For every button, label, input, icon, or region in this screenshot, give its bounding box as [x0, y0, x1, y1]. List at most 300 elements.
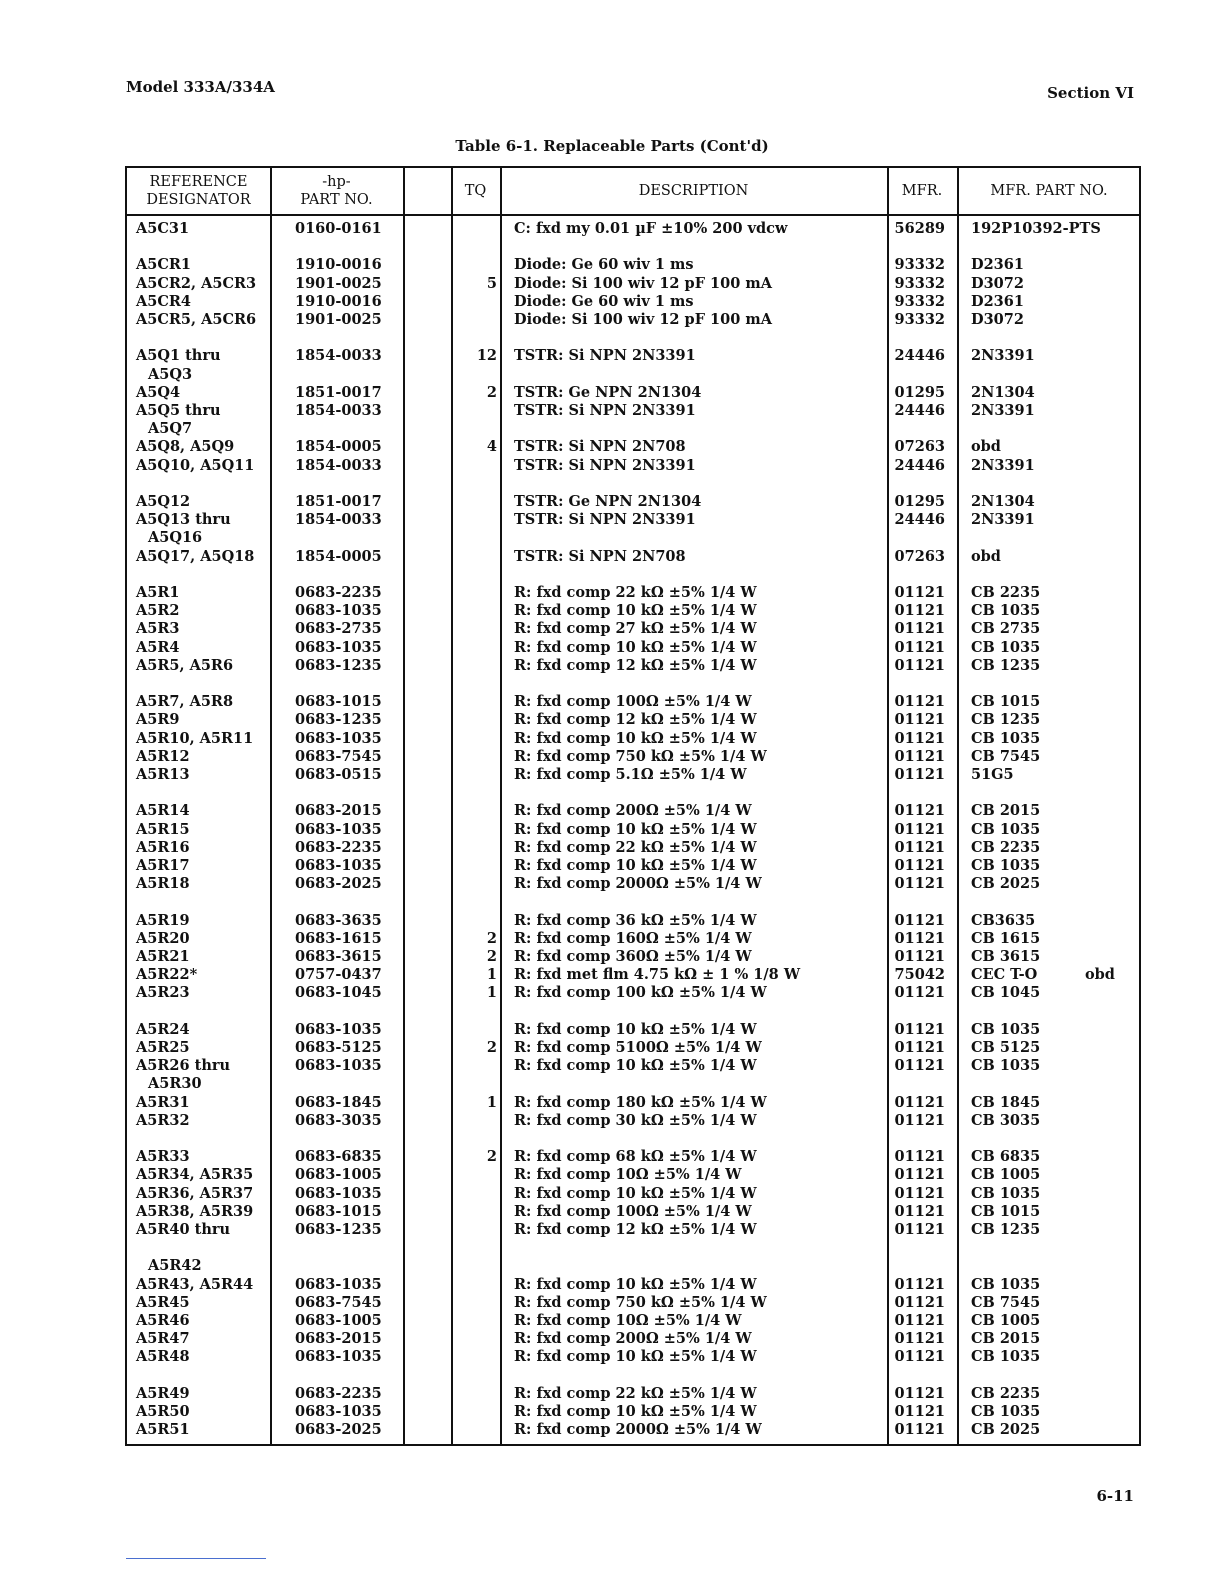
description: Diode: Si 100 wiv 12 pF 100 mA: [514, 311, 772, 328]
table-row: [127, 1312, 1139, 1330]
reference-designator: A5R2: [136, 602, 180, 620]
manufacturer-part-number: CB 1235: [971, 1221, 1041, 1238]
extra-note: obd: [1085, 966, 1115, 984]
reference-designator: A5R10, A5R11: [136, 729, 254, 747]
description: TSTR: Si NPN 2N3391: [514, 402, 696, 419]
manufacturer-code: 01121: [894, 656, 945, 674]
hp-part-number: 0683-1035: [295, 1275, 382, 1293]
description: TSTR: Si NPN 2N3391: [514, 511, 696, 529]
description: R: fxd comp 10Ω ±5% 1/4 W: [514, 1312, 742, 1329]
reference-designator: A5CR2, A5CR3: [136, 274, 257, 292]
description: R: fxd comp 10 kΩ ±5% 1/4 W: [514, 857, 757, 874]
reference-designator: A5R45: [136, 1293, 190, 1311]
description: R: fxd comp 5.1Ω ±5% 1/4 W: [514, 766, 747, 783]
manufacturer-part-number: D3072: [971, 311, 1024, 328]
reference-designator: A5R17: [136, 857, 190, 874]
hp-part-number: 0683-5125: [295, 1039, 382, 1056]
manufacturer-code: 01121: [894, 1202, 945, 1220]
table-row: [127, 748, 1139, 766]
hp-part-number: 0683-1615: [295, 929, 382, 947]
hp-part-number: 0683-1235: [295, 656, 382, 674]
table-row: [127, 802, 1139, 820]
hp-part-number: 0683-2025: [295, 1421, 382, 1439]
manufacturer-code: 01295: [894, 383, 945, 401]
manufacturer-code: 56289: [894, 220, 945, 237]
reference-designator: A5R16: [136, 838, 190, 856]
manufacturer-part-number: CB 3035: [971, 1111, 1041, 1129]
reference-designator: A5R48: [136, 1348, 190, 1366]
hp-part-number: 0683-7545: [295, 747, 382, 765]
manufacturer-part-number: CB 1035: [971, 602, 1041, 620]
reference-designator: A5R31: [136, 1093, 190, 1111]
manufacturer-part-number: CB 1035: [971, 1403, 1041, 1420]
reference-designator: A5Q17, A5Q18: [136, 547, 255, 565]
description: R: fxd met flm 4.75 kΩ ± 1 % 1/8 W: [514, 966, 801, 984]
parts-table: [125, 166, 1141, 1446]
manufacturer-part-number: CB 1615: [971, 929, 1041, 947]
reference-designator: A5R13: [136, 766, 190, 783]
hp-part-number: 0683-2025: [295, 875, 382, 893]
table-row: [127, 620, 1139, 638]
reference-designator: A5R14: [136, 802, 190, 820]
manufacturer-part-number: 2N1304: [971, 493, 1035, 510]
total-quantity: 2: [486, 948, 497, 965]
reference-designator: A5R38, A5R39: [136, 1202, 254, 1220]
reference-designator: A5Q16: [148, 529, 203, 547]
total-quantity: 2: [486, 383, 497, 401]
manufacturer-part-number: 2N3391: [971, 511, 1035, 529]
manufacturer-code: 24446: [894, 402, 945, 419]
description: R: fxd comp 10 kΩ ±5% 1/4 W: [514, 1057, 757, 1075]
header-hp-part-no: -hp- PART NO.: [300, 174, 373, 208]
hp-part-number: 0683-1005: [295, 1312, 382, 1329]
hp-part-number: 0160-0161: [295, 220, 382, 237]
hp-part-number: 0683-7545: [295, 1293, 382, 1311]
reference-designator: A5R19: [136, 911, 190, 929]
reference-designator: A5Q5 thru: [136, 402, 221, 419]
hp-part-number: 0683-1015: [295, 693, 382, 711]
manufacturer-code: 01121: [894, 638, 945, 656]
table-row: [127, 1276, 1139, 1294]
manufacturer-part-number: CB 1045: [971, 984, 1041, 1002]
manufacturer-code: 01121: [894, 820, 945, 838]
table-row: [127, 1075, 1139, 1093]
manufacturer-code: 24446: [894, 456, 945, 474]
header-mfr-part-no: MFR. PART NO.: [990, 183, 1108, 199]
description: R: fxd comp 100Ω ±5% 1/4 W: [514, 693, 752, 711]
manufacturer-code: 93332: [894, 256, 945, 274]
manufacturer-part-number: CB 1845: [971, 1093, 1041, 1111]
table-row: [127, 1021, 1139, 1039]
manufacturer-part-number: 51G5: [971, 766, 1014, 783]
description: R: fxd comp 68 kΩ ±5% 1/4 W: [514, 1148, 757, 1166]
manufacturer-part-number: CB 1035: [971, 729, 1041, 747]
table-row: [127, 384, 1139, 402]
manufacturer-code: 01121: [894, 1148, 945, 1166]
manufacturer-part-number: CEC T-O: [971, 966, 1038, 984]
hp-part-number: 0683-1235: [295, 1221, 382, 1238]
description: R: fxd comp 10 kΩ ±5% 1/4 W: [514, 602, 757, 620]
manufacturer-part-number: obd: [971, 438, 1001, 456]
hp-part-number: 0683-1005: [295, 1166, 382, 1184]
reference-designator: A5C31: [136, 220, 190, 237]
manufacturer-part-number: CB 7545: [971, 1293, 1041, 1311]
description: R: fxd comp 200Ω ±5% 1/4 W: [514, 802, 752, 820]
manufacturer-code: 01121: [894, 1020, 945, 1038]
table-row: [127, 602, 1139, 620]
manufacturer-part-number: CB 1035: [971, 1020, 1041, 1038]
total-quantity: 12: [476, 347, 497, 365]
hp-part-number: 0683-1035: [295, 1184, 382, 1202]
table-row: [127, 220, 1139, 238]
hp-part-number: 0683-3035: [295, 1111, 382, 1129]
description: R: fxd comp 2000Ω ±5% 1/4 W: [514, 875, 762, 893]
description: R: fxd comp 22 kΩ ±5% 1/4 W: [514, 584, 757, 601]
manufacturer-part-number: CB 1035: [971, 1184, 1041, 1202]
reference-designator: A5CR5, A5CR6: [136, 311, 257, 328]
description: R: fxd comp 12 kΩ ±5% 1/4 W: [514, 656, 757, 674]
description: R: fxd comp 5100Ω ±5% 1/4 W: [514, 1039, 762, 1056]
hp-part-number: 0683-2015: [295, 1330, 382, 1348]
hp-part-number: 1854-0033: [295, 402, 382, 419]
reference-designator: A5CR1: [136, 256, 192, 274]
table-row: [127, 966, 1139, 984]
reference-designator: A5Q1 thru: [136, 347, 221, 365]
manufacturer-part-number: obd: [971, 547, 1001, 565]
section-header: Section VI: [1047, 84, 1134, 102]
table-row: [127, 366, 1139, 384]
description: R: fxd comp 160Ω ±5% 1/4 W: [514, 929, 752, 947]
manufacturer-code: 24446: [894, 347, 945, 365]
manufacturer-part-number: CB 2015: [971, 802, 1041, 820]
manufacturer-code: 01121: [894, 1384, 945, 1402]
table-row: [127, 657, 1139, 675]
manufacturer-code: 75042: [894, 966, 945, 984]
table-row: [127, 693, 1139, 711]
hp-part-number: 1910-0016: [295, 256, 382, 274]
reference-designator: A5R15: [136, 820, 190, 838]
reference-designator: A5R49: [136, 1384, 190, 1402]
manufacturer-code: 24446: [894, 511, 945, 529]
table-row: [127, 457, 1139, 475]
description: R: fxd comp 100 kΩ ±5% 1/4 W: [514, 984, 767, 1002]
reference-designator: A5R36, A5R37: [136, 1184, 254, 1202]
total-quantity: 2: [486, 929, 497, 947]
description: TSTR: Ge NPN 2N1304: [514, 493, 702, 510]
table-row: [127, 1257, 1139, 1275]
table-row: [127, 1348, 1139, 1366]
manufacturer-part-number: CB 1005: [971, 1312, 1041, 1329]
table-row: [127, 857, 1139, 875]
manufacturer-code: 01121: [894, 1275, 945, 1293]
reference-designator: A5R50: [136, 1403, 190, 1420]
manufacturer-code: 01121: [894, 602, 945, 620]
page-number: 6-11: [1096, 1487, 1134, 1505]
description: R: fxd comp 10Ω ±5% 1/4 W: [514, 1166, 742, 1184]
hp-part-number: 0683-3615: [295, 948, 382, 965]
table-row: [127, 420, 1139, 438]
reference-designator: A5R33: [136, 1148, 190, 1166]
manufacturer-part-number: 2N3391: [971, 402, 1035, 419]
hp-part-number: 0683-1035: [295, 1403, 382, 1420]
reference-designator: A5R32: [136, 1111, 190, 1129]
hp-part-number: 0683-1015: [295, 1202, 382, 1220]
description: R: fxd comp 10 kΩ ±5% 1/4 W: [514, 1275, 757, 1293]
manufacturer-code: 01121: [894, 802, 945, 820]
manufacturer-code: 01295: [894, 493, 945, 510]
manufacturer-code: 01121: [894, 1330, 945, 1348]
hp-part-number: 0683-3635: [295, 911, 382, 929]
reference-designator: A5R5, A5R6: [136, 656, 234, 674]
table-row: [127, 766, 1139, 784]
table-row: [127, 584, 1139, 602]
description: R: fxd comp 360Ω ±5% 1/4 W: [514, 948, 752, 965]
description: TSTR: Si NPN 2N708: [514, 547, 686, 565]
reference-designator: A5R30: [148, 1075, 202, 1093]
manufacturer-part-number: 2N3391: [971, 347, 1035, 365]
model-header: Model 333A/334A: [126, 78, 275, 96]
table-row: [127, 1203, 1139, 1221]
hp-part-number: 0683-1035: [295, 729, 382, 747]
manufacturer-code: 93332: [894, 274, 945, 292]
manufacturer-code: 07263: [894, 547, 945, 565]
table-row: [127, 639, 1139, 657]
description: R: fxd comp 10 kΩ ±5% 1/4 W: [514, 1020, 757, 1038]
reference-designator: A5R22*: [136, 966, 198, 984]
hp-part-number: 0683-1045: [295, 984, 382, 1002]
manufacturer-part-number: CB 1035: [971, 638, 1041, 656]
reference-designator: A5R46: [136, 1312, 190, 1329]
manufacturer-part-number: CB 1235: [971, 656, 1041, 674]
manufacturer-code: 01121: [894, 1403, 945, 1420]
manufacturer-part-number: CB 1035: [971, 1057, 1041, 1075]
manufacturer-part-number: CB 1035: [971, 857, 1041, 874]
reference-designator: A5R42: [148, 1257, 202, 1275]
table-row: [127, 1057, 1139, 1075]
hp-part-number: 1851-0017: [295, 383, 382, 401]
header-description: DESCRIPTION: [638, 183, 749, 199]
reference-designator: A5R4: [136, 638, 180, 656]
manufacturer-part-number: CB 7545: [971, 747, 1041, 765]
reference-designator: A5Q12: [136, 493, 191, 510]
hp-part-number: 0683-1845: [295, 1093, 382, 1111]
hp-part-number: 0683-0515: [295, 766, 382, 783]
table-row: [127, 948, 1139, 966]
description: R: fxd comp 30 kΩ ±5% 1/4 W: [514, 1111, 757, 1129]
total-quantity: 4: [486, 438, 497, 456]
manufacturer-code: 93332: [894, 292, 945, 310]
hp-part-number: 0683-1035: [295, 1057, 382, 1075]
manufacturer-part-number: D2361: [971, 292, 1024, 310]
reference-designator: A5CR4: [136, 292, 192, 310]
manufacturer-part-number: CB 1035: [971, 1348, 1041, 1366]
hp-part-number: 0683-1035: [295, 820, 382, 838]
table-row: [127, 1185, 1139, 1203]
hp-part-number: 0683-1035: [295, 1348, 382, 1366]
table-row: [127, 1403, 1139, 1421]
reference-designator: A5R26 thru: [136, 1057, 231, 1075]
manufacturer-part-number: CB 2235: [971, 584, 1041, 601]
manufacturer-part-number: CB 1015: [971, 693, 1041, 711]
reference-designator: A5R18: [136, 875, 190, 893]
edge-mark: [126, 1558, 266, 1559]
manufacturer-code: 01121: [894, 1221, 945, 1238]
table-caption: Table 6-1. Replaceable Parts (Cont'd): [455, 137, 769, 155]
reference-designator: A5Q7: [148, 420, 193, 438]
manufacturer-part-number: D3072: [971, 274, 1024, 292]
description: R: fxd comp 2000Ω ±5% 1/4 W: [514, 1421, 762, 1439]
total-quantity: 5: [486, 274, 497, 292]
table-row: [127, 1221, 1139, 1239]
reference-designator: A5R21: [136, 948, 190, 965]
description: R: fxd comp 100Ω ±5% 1/4 W: [514, 1202, 752, 1220]
table-row: [127, 493, 1139, 511]
table-row: [127, 984, 1139, 1002]
manufacturer-part-number: CB 1005: [971, 1166, 1041, 1184]
manufacturer-code: 01121: [894, 911, 945, 929]
table-row: [127, 711, 1139, 729]
table-row: [127, 293, 1139, 311]
total-quantity: 2: [486, 1148, 497, 1166]
manufacturer-code: 07263: [894, 438, 945, 456]
manufacturer-part-number: CB 2235: [971, 1384, 1041, 1402]
hp-part-number: 1854-0033: [295, 456, 382, 474]
manufacturer-part-number: CB 1015: [971, 1202, 1041, 1220]
table-row: [127, 1039, 1139, 1057]
manufacturer-part-number: 2N3391: [971, 456, 1035, 474]
description: R: fxd comp 22 kΩ ±5% 1/4 W: [514, 838, 757, 856]
hp-part-number: 1854-0005: [295, 438, 382, 456]
manufacturer-code: 01121: [894, 1111, 945, 1129]
manufacturer-part-number: CB 2025: [971, 875, 1041, 893]
description: R: fxd comp 22 kΩ ±5% 1/4 W: [514, 1384, 757, 1402]
table-row: [127, 1094, 1139, 1112]
manufacturer-part-number: CB3635: [971, 911, 1036, 929]
reference-designator: A5R25: [136, 1039, 190, 1056]
manufacturer-part-number: CB 6835: [971, 1148, 1041, 1166]
table-row: [127, 402, 1139, 420]
description: TSTR: Si NPN 2N3391: [514, 347, 696, 365]
table-header: [127, 168, 1139, 216]
table-row: [127, 347, 1139, 365]
reference-designator: A5Q4: [136, 383, 181, 401]
hp-part-number: 1851-0017: [295, 493, 382, 510]
description: R: fxd comp 10 kΩ ±5% 1/4 W: [514, 729, 757, 747]
table-row: [127, 930, 1139, 948]
table-row: [127, 1330, 1139, 1348]
reference-designator: A5Q13 thru: [136, 511, 231, 529]
hp-part-number: 0683-2235: [295, 584, 382, 601]
hp-part-number: 0683-1035: [295, 638, 382, 656]
hp-part-number: 0683-1035: [295, 857, 382, 874]
manufacturer-code: 01121: [894, 766, 945, 783]
manufacturer-code: 01121: [894, 984, 945, 1002]
manufacturer-code: 01121: [894, 1166, 945, 1184]
total-quantity: 1: [486, 966, 497, 984]
reference-designator: A5R3: [136, 620, 180, 638]
manufacturer-part-number: CB 2735: [971, 620, 1041, 638]
reference-designator: A5R40 thru: [136, 1221, 231, 1238]
table-row: [127, 821, 1139, 839]
manufacturer-part-number: CB 1235: [971, 711, 1041, 729]
manufacturer-code: 01121: [894, 1057, 945, 1075]
reference-designator: A5Q8, A5Q9: [136, 438, 235, 456]
table-row: [127, 256, 1139, 274]
total-quantity: 1: [486, 984, 497, 1002]
description: R: fxd comp 12 kΩ ±5% 1/4 W: [514, 1221, 757, 1238]
table-row: [127, 529, 1139, 547]
description: C: fxd my 0.01 µF ±10% 200 vdcw: [514, 220, 788, 237]
table-row: [127, 839, 1139, 857]
hp-part-number: 0683-2735: [295, 620, 382, 638]
reference-designator: A5Q10, A5Q11: [136, 456, 255, 474]
reference-designator: A5R7, A5R8: [136, 693, 234, 711]
manufacturer-code: 01121: [894, 747, 945, 765]
total-quantity: 2: [486, 1039, 497, 1056]
reference-designator: A5R51: [136, 1421, 190, 1439]
manufacturer-code: 01121: [894, 1421, 945, 1439]
description: R: fxd comp 27 kΩ ±5% 1/4 W: [514, 620, 757, 638]
table-row: [127, 1421, 1139, 1439]
description: TSTR: Si NPN 2N3391: [514, 456, 696, 474]
total-quantity: 1: [486, 1093, 497, 1111]
reference-designator: A5R23: [136, 984, 190, 1002]
manufacturer-code: 01121: [894, 693, 945, 711]
manufacturer-code: 93332: [894, 311, 945, 328]
manufacturer-part-number: CB 1035: [971, 1275, 1041, 1293]
reference-designator: A5R24: [136, 1020, 190, 1038]
description: Diode: Si 100 wiv 12 pF 100 mA: [514, 274, 772, 292]
table-row: [127, 912, 1139, 930]
description: TSTR: Ge NPN 2N1304: [514, 383, 702, 401]
table-row: [127, 311, 1139, 329]
table-row: [127, 1294, 1139, 1312]
hp-part-number: 0683-2015: [295, 802, 382, 820]
table-row: [127, 1112, 1139, 1130]
header-mfr: MFR.: [901, 183, 943, 199]
table-row: [127, 1148, 1139, 1166]
hp-part-number: 0683-1035: [295, 602, 382, 620]
reference-designator: A5R20: [136, 929, 190, 947]
hp-part-number: 0683-2235: [295, 1384, 382, 1402]
description: R: fxd comp 200Ω ±5% 1/4 W: [514, 1330, 752, 1348]
table-row: [127, 875, 1139, 893]
manufacturer-code: 01121: [894, 838, 945, 856]
reference-designator: A5R12: [136, 747, 190, 765]
manufacturer-code: 01121: [894, 1184, 945, 1202]
manufacturer-part-number: D2361: [971, 256, 1024, 274]
description: TSTR: Si NPN 2N708: [514, 438, 686, 456]
reference-designator: A5R1: [136, 584, 180, 601]
description: R: fxd comp 750 kΩ ±5% 1/4 W: [514, 747, 767, 765]
hp-part-number: 0683-2235: [295, 838, 382, 856]
hp-part-number: 1854-0033: [295, 347, 382, 365]
hp-part-number: 1854-0005: [295, 547, 382, 565]
table-row: [127, 511, 1139, 529]
manufacturer-part-number: CB 2235: [971, 838, 1041, 856]
manufacturer-code: 01121: [894, 1348, 945, 1366]
manufacturer-part-number: CB 5125: [971, 1039, 1041, 1056]
hp-part-number: 1901-0025: [295, 274, 382, 292]
table-row: [127, 275, 1139, 293]
manufacturer-part-number: 192P10392-PTS: [971, 220, 1101, 237]
table-row: [127, 730, 1139, 748]
description: R: fxd comp 10 kΩ ±5% 1/4 W: [514, 1403, 757, 1420]
manufacturer-part-number: CB 3615: [971, 948, 1041, 965]
header-reference-designator: REFERENCE DESIGNATOR: [146, 174, 251, 208]
description: R: fxd comp 12 kΩ ±5% 1/4 W: [514, 711, 757, 729]
hp-part-number: 0683-1235: [295, 711, 382, 729]
